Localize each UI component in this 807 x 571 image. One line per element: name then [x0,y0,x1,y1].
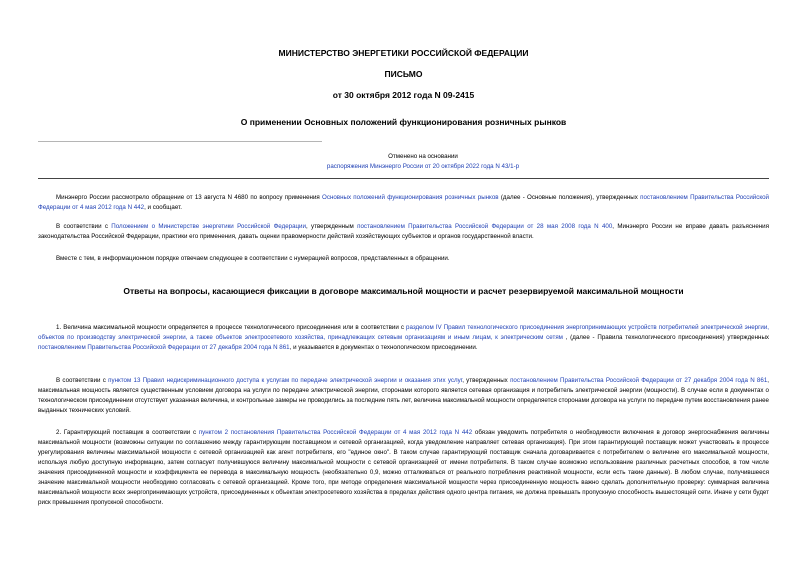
link-resolution-400[interactable]: постановлением Правительства Российской Федерации от 28 мая 2008 года N 400 [357,223,613,230]
link-point-13-rules[interactable]: пунктом 13 Правил недискриминационного доступа к услугам по передаче электрической энергии и оказания этих услуг [108,377,463,384]
paragraph-1: Минэнерго России рассмотрело обращение от 13 августа N 4680 по вопросу применения Основных положений функционирования розничных рынков (далее - Основные положения), утвержденных постановлением Правительства Российской Федерации от 4 мая 2012 года N 442, и сообщает. [38,194,770,211]
link-resolution-861-b[interactable]: постановлением Правительства Российской Федерации от 27 декабря 2004 года N 861 [510,377,768,384]
paragraph-4: 1. Величина максимальной мощности определяется в процессе технологического присоединения или в соответствии с разделом IV Правил технологического присоединения энергопринимающих устройств потребителей электрической энергии, объектов по производству электрической энергии, а также объектов электросетевого хозяйства, принадлежащих сетевым организациям и иным лицам, к электрическим сетям , (далее - Правила технологического присоединения) утвержденных постановлением Правительства Российской Федерации от 27 декабря 2004 года N 861, и указывается в документах о технологическом присоединении. [38,324,770,351]
paragraph-3: Вместе с тем, в информационном порядке отвечаем следующее в соответствии с нумерацией вопросов, представленных в обращении. [56,255,450,262]
cancel-note [262,152,584,172]
link-ministry-regulation[interactable]: Положением о Министерстве энергетики Российской Федерации [111,223,306,230]
link-basic-provisions[interactable]: Основных положений функционирования розничных рынков [322,194,499,201]
doc-subject: О применении Основных положений функционирования розничных рынков [240,117,567,127]
ministry-title: МИНИСТЕРСТВО ЭНЕРГЕТИКИ РОССИЙСКОЙ ФЕДЕРАЦИИ [278,48,529,58]
doc-type: ПИСЬМО [384,69,423,79]
link-resolution-442[interactable]: постановлением Правительства Российской Федерации от 4 мая 2012 года N 442 [38,194,770,211]
doc-date: от 30 октября 2012 года N 09-2415 [332,90,475,100]
section-title: Ответы на вопросы, касающиеся фиксации в договоре максимальной мощности и расчет резервируемой максимальной мощности [123,286,684,296]
link-section-iv-rules[interactable]: разделом IV Правил технологического присоединения энергопринимающих устройств потребителей электрической энергии, объектов по производству электрической энергии, а также объектов электросетевого хозяйства, принадлежащих сетевым организациям и иным лицам, к электрическим сетям [38,324,770,341]
divider-top [38,141,322,142]
link-resolution-861-a[interactable]: постановлением Правительства Российской Федерации от 27 декабря 2004 года N 861 [38,344,290,351]
link-point-2-resolution-442[interactable]: пунктом 2 постановления Правительства Российской Федерации от 4 мая 2012 года N 442 [198,429,473,436]
divider-main [38,178,769,179]
paragraph-6: 2. Гарантирующий поставщик в соответствии с пунктом 2 постановления Правительства Российской Федерации от 4 мая 2012 года N 442 обязан уведомить потребителя о необходимости включения в договор энергоснабжения величины максимальной мощности (возможны ситуации по соглашению между гарантирующим поставщиком и сетевой организацией, когда уведомление направляет сетевая организация). При этом гарантирующий поставщик может участвовать в процессе урегулирования величины максимальной мощности с сетевой организацией как агент потребителя, его "единое окно". В таком случае гарантирующий поставщик сначала договаривается с потребителем о величине его максимальной мощности, используя любую доступную информацию, затем согласует получившуюся величину максимальной мощности с сетевой организацией от имени потребителя. В таком случае возможно использование различных расчетных способов, в том числе значения присоединенной мощности и коэффициента ее перевода в максимальную мощность (необязательно 0,9, можно отталкиваться от реального потребления реактивной мощности, если есть такие данные). В любом случае, получившееся значение максимальной мощности необходимо согласовать с сетевой организацией. Кроме того, при методе определения максимальной мощности через присоединенную мощность важно сделать дополнительную проверку: суммарная величина максимальной мощности всех энергопринимающих устройств, присоединенных к объектам электросетевого хозяйства в пределах действия одного центра питания, не должна превышать пропускную способность вышестоящей сети. Иначе у сети будет риск превышения пропускной способности. [38,429,770,506]
paragraph-5: В соответствии с пунктом 13 Правил недискриминационного доступа к услугам по передаче электрической энергии и оказания этих услуг, утвержденных постановлением Правительства Российской Федерации от 27 декабря 2004 года N 861, максимальная мощность является существенным условием договора на услуги по передаче электрической энергии, сторонами которого является сетевая организация и потребитель электрической энергии (мощности). В случае если в документах о технологическом присоединении отсутствует указанная величина, и контрольные замеры не проводились за последние пять лет, величина максимальной мощности определяется сторонами договора на услуги по передаче путем восстановления ранее выданных технических условий. [38,377,769,414]
paragraph-2: В соответствии с Положением о Министерстве энергетики Российской Федерации, утвержденным постановлением Правительства Российской Федерации от 28 мая 2008 года N 400, Минэнерго России не вправе давать разъяснения законодательства Российской Федерации, практики его применения, давать оценки правомерности действий хозяйствующих субъектов и органов государственной власти. [38,223,769,240]
cancel-note-link[interactable]: распоряжения Минэнерго России от 20 октября 2022 года N 43/1-р [326,163,520,170]
cancel-note-text: Отменено на основании [388,153,458,160]
